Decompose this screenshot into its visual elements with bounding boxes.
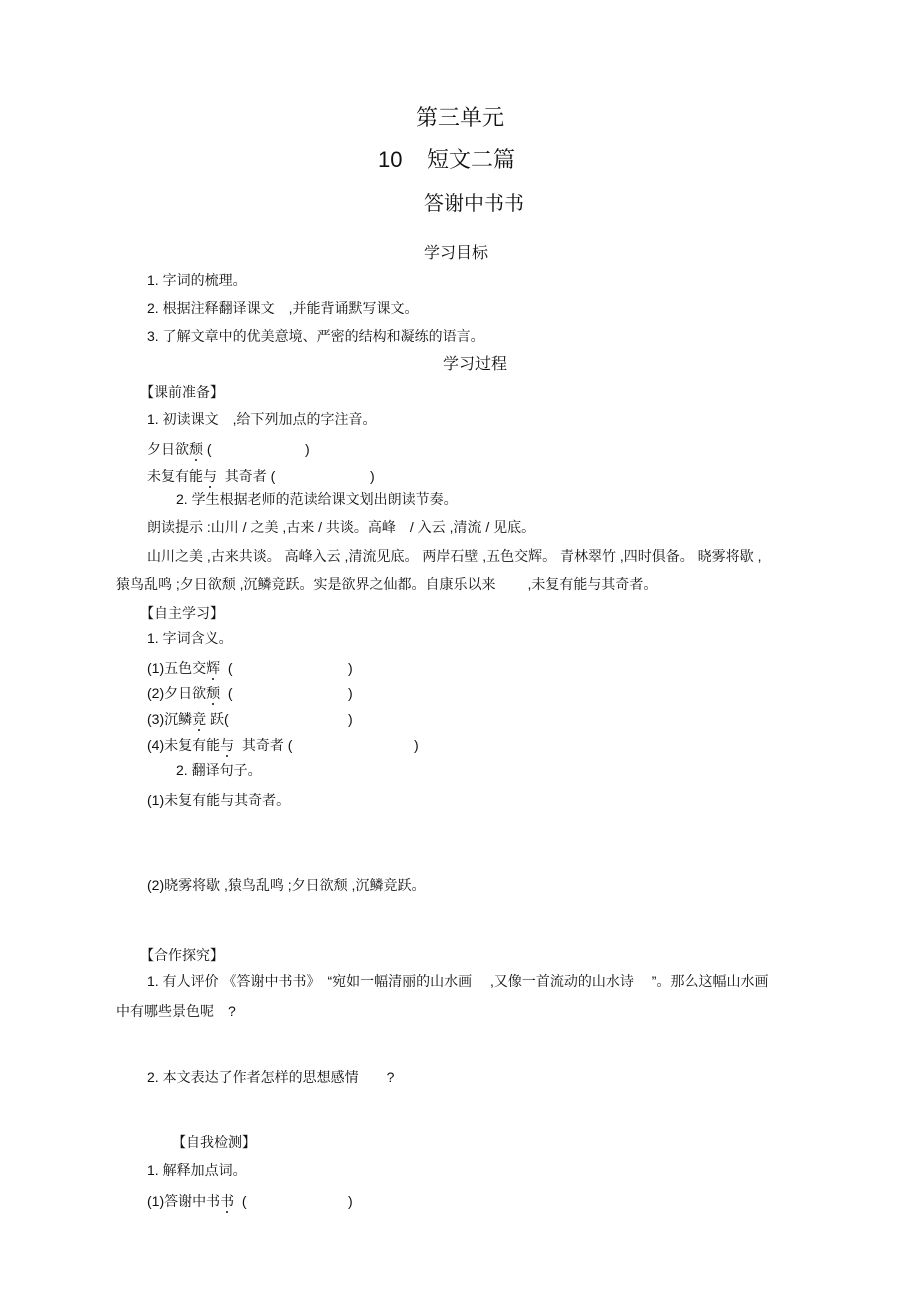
vocab-item: (2)夕日欲颓 ( ) xyxy=(147,685,353,701)
self-study-q2: 2. 翻译句子。 xyxy=(176,762,262,778)
prep-q1: 1. 初读课文 ,给下列加点的字注音。 xyxy=(147,411,377,427)
prep-item: 未复有能与 其奇者 ( ) xyxy=(147,468,375,484)
prep-item: 夕日欲颓 ( ) xyxy=(147,441,310,457)
vocab-item: (3)沉鳞竞 跃( ) xyxy=(147,711,353,727)
lesson-number: 10 xyxy=(378,147,403,172)
process-heading: 学习过程 xyxy=(443,356,508,373)
vocab-item: (1)五色交辉 ( ) xyxy=(147,660,353,676)
vocab-item: (4)未复有能与 其奇者 ( ) xyxy=(147,737,419,753)
emphasis-dot-char: 与 xyxy=(220,737,235,753)
coop-heading: 【合作探究】 xyxy=(140,947,224,963)
self-study-q1: 1. 字词含义。 xyxy=(147,630,233,646)
emphasis-dot-char: 与 xyxy=(203,468,217,484)
lesson-heading xyxy=(378,149,515,171)
lesson-title: 短文二篇 xyxy=(426,147,515,172)
goals-heading: 学习目标 xyxy=(424,245,489,262)
emphasis-dot-char: 辉 xyxy=(206,660,221,676)
goal-item: 2. 根据注释翻译课文 ,并能背诵默写课文。 xyxy=(147,300,419,316)
prep-heading: 【课前准备】 xyxy=(140,384,224,400)
passage-line: 猿鸟乱鸣 ;夕日欲颓 ,沉鳞竞跃。实是欲界之仙都。自康乐以来 ,未复有能与其奇者。 xyxy=(116,576,658,592)
goal-item: 3. 了解文章中的优美意境、严密的结构和凝练的语言。 xyxy=(147,328,485,344)
goal-item: 1. 字词的梳理。 xyxy=(147,272,247,288)
emphasis-dot-char: 颓 xyxy=(189,441,203,457)
check-q1: 1. 解释加点词。 xyxy=(147,1162,247,1178)
translate-item: (1)未复有能与其奇者。 xyxy=(147,792,291,808)
reading-hint: 朗读提示 :山川 / 之美 ,古来 / 共谈。高峰 / 入云 ,清流 / 见底。 xyxy=(147,519,536,535)
emphasis-dot-char: 竞 xyxy=(192,711,207,727)
passage-line: 山川之美 ,古来共谈。 高峰入云 ,清流见底。 两岸石壁 ,五色交辉。 青林翠竹 ,四时俱备。 晓雾将歇 , xyxy=(147,548,762,564)
prep-q2: 2. 学生根据老师的范读给课文划出朗读节奏。 xyxy=(176,491,458,507)
check-heading: 【自我检测】 xyxy=(172,1134,256,1150)
translate-item: (2)晓雾将歇 ,猿鸟乱鸣 ;夕日欲颓 ,沉鳞竞跃。 xyxy=(147,877,426,893)
check-item: (1)答谢中书书 ( ) xyxy=(147,1193,353,1209)
coop-q2: 2. 本文表达了作者怎样的思想感情 ? xyxy=(147,1069,395,1085)
coop-q1: 1. 有人评价 《答谢中书书》 “宛如一幅清丽的山水画 ,又像一首流动的山水诗 ”。那么这幅山水画 xyxy=(147,973,769,989)
coop-q1-cont: 中有哪些景色呢 ? xyxy=(116,1003,236,1019)
emphasis-dot-char: 书 xyxy=(220,1193,235,1209)
text-title: 答谢中书书 xyxy=(424,193,524,215)
self-study-heading: 【自主学习】 xyxy=(140,605,224,621)
unit-title: 第三单元 xyxy=(415,105,504,130)
emphasis-dot-char: 颓 xyxy=(206,685,221,701)
